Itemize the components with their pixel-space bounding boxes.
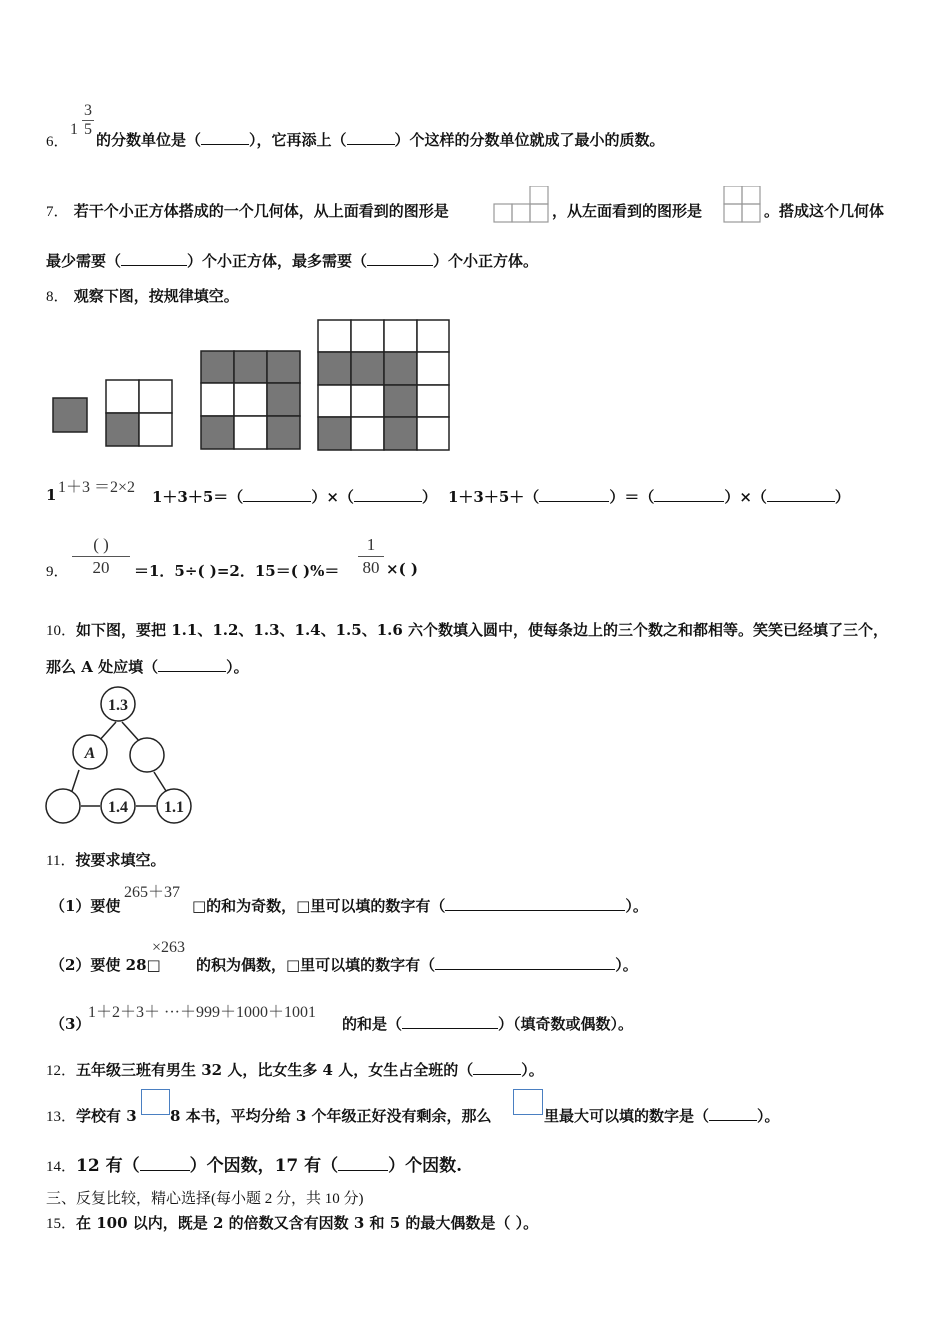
q11-p1-end: ）。 [625,897,648,915]
section-3-title [46,1187,364,1208]
q8-formula-1-sup-text: 1＋3 ＝2×2 [58,479,136,496]
q9-fraction-1-den: 20 [72,556,130,579]
q11-p1-lead: （1）要使 [50,897,121,915]
q9-text-2 [386,560,418,578]
q14-text-3: ）个因数. [388,1156,463,1176]
q11-p2-rest [196,954,638,975]
q7-text-4: 最少需要（ [46,252,122,270]
q10-triangle-diagram [44,686,196,828]
q9-fraction-1 [72,534,130,579]
q10-circle-bottom-left[interactable] [46,789,80,823]
q7-text-5: ）个小正方体，最多需要（ [187,252,368,270]
q15-text-1: 在 100 以内，既是 2 的倍数又含有因数 3 和 5 的最大偶数是（ ）。 [76,1214,539,1232]
q11-part-1 [50,895,120,916]
q8-number: 8． [46,289,69,305]
q11-blank-1[interactable] [445,896,625,911]
q10-number: 10． [46,623,77,639]
q14-text-2: ）个因数，17 有（ [189,1156,339,1176]
q7-text-2 [552,200,702,221]
question-7 [46,200,449,221]
q10-label-bottom-right: 1.1 [164,799,184,816]
question-8 [46,285,239,306]
q8-blank-5[interactable] [767,487,835,502]
question-12 [46,1059,544,1080]
q6-fraction-den: 5 [84,121,92,138]
q10-label-a: A [84,745,96,762]
q7-number: 7． [46,204,69,220]
q14-text-1: 12 有（ [76,1156,140,1176]
q8-formula-1-lead [46,486,56,504]
q11-p2-lead: （2）要使 28□ [50,956,161,974]
q8-formula-3-c: ）×（ [724,488,767,506]
q9-fraction-2-num: 1 [366,535,376,554]
q10-text-1: 如下图，要把 1.1、1.2、1.3、1.4、1.5、1.6 六个数填入圆中，使每条边上的三个数之和都相等。笑笑已经填了三个， [76,621,889,639]
q11-p2-math-text: ×263 [152,939,186,956]
q9-fraction-2-body [358,534,384,579]
question-9 [46,560,69,581]
q9-fraction-2 [358,534,384,579]
q8-formula-3-b: ）＝（ [609,488,655,506]
q10-label-bottom-mid: 1.4 [108,799,128,816]
q15-number: 15． [46,1216,77,1232]
q11-p2-math [152,939,185,957]
q13-text-2: 8 本书，平均分给 3 个年级正好没有剩余，那么 [170,1107,492,1125]
q11-p3-rest [342,1013,633,1034]
q8-formula-1-lead-text: 1 [46,486,57,504]
q13-text-2-wrap [170,1105,492,1126]
q8-blank-3[interactable] [539,487,609,502]
q6-mixed-number [70,102,94,139]
q14-blank-2[interactable] [338,1156,388,1171]
q8-pattern-figures [50,318,452,454]
q12-blank[interactable] [473,1060,521,1075]
q9-text-1 [134,560,339,581]
q13-box-2[interactable] [513,1089,543,1115]
q11-blank-3[interactable] [402,1014,498,1029]
q8-blank-4[interactable] [654,487,724,502]
q13-box-1[interactable] [141,1089,170,1115]
q6-blank-2[interactable] [347,130,395,145]
q8-blank-2[interactable] [354,487,422,502]
question-14 [46,1151,462,1176]
q11-p2-tail: 的积为偶数，□里可以填的数字有（ [196,956,436,974]
q8-formula-3-a: 1＋3＋5＋（ [448,488,540,506]
q6-text-1: 的分数单位是（ [96,131,202,149]
q12-text-1: 五年级三班有男生 32 人，比女生多 4 人，女生占全班的（ [76,1061,474,1079]
q8-formula-1-sup [58,474,135,497]
question-11 [46,849,165,870]
q12-number: 12． [46,1063,77,1079]
q7-text-6: ）个小正方体。 [433,252,539,270]
q7-text-3 [764,200,884,221]
q11-part-2 [50,954,161,975]
q8-formula-2-c: ） [421,488,437,506]
q10-circle-right[interactable] [130,738,164,772]
q6-text-2: ），它再添上（ [249,131,347,149]
q7-left-view-figure [722,186,762,224]
q9-fraction-2-den: 80 [358,556,384,579]
q6-fraction-num: 3 [84,102,92,119]
q11-p2-end: ）。 [615,956,638,974]
q11-p1-math-text: 265＋37 [124,884,181,901]
q6-mixed-whole: 1 [70,121,78,139]
q10-text-3: ）。 [226,658,249,676]
question-6 [46,104,69,150]
q6-fraction [82,102,94,139]
q13-text-1: 学校有 3 [76,1107,137,1125]
q11-number: 11． [46,853,76,869]
q13-text-3-wrap [544,1105,780,1126]
q9-text-1-label: ＝1．5÷( )=2．15＝( )%＝ [134,562,340,580]
q11-p3-tail: 的和是（ [342,1015,403,1033]
q8-formula-3 [448,486,850,507]
q13-text-4: ）。 [757,1107,780,1125]
q8-formula-2 [152,486,437,507]
q7-text-3-label: 。搭成这个几何体 [764,202,885,220]
q8-formula-2-a: 1＋3＋5＝（ [152,488,244,506]
question-10 [46,619,888,640]
q13-number: 13． [46,1109,77,1125]
q7-text-2-label: ，从左面看到的图形是 [552,202,703,220]
q9-fraction-1-num: ( ) [93,535,109,554]
q8-formula-2-b: ）×（ [311,488,354,506]
q11-blank-2[interactable] [435,955,615,970]
q11-p3-math [88,999,316,1022]
q11-p3-lead: （3） [50,1015,91,1033]
q6-blank-1[interactable] [201,130,249,145]
q6-text [96,129,665,150]
q8-formula-3-d: ） [834,488,850,506]
q7-blank-min[interactable] [121,251,187,266]
q9-number: 9． [46,564,69,580]
q13-blank[interactable] [709,1106,757,1121]
q14-number: 14． [46,1159,77,1175]
q10-blank[interactable] [158,657,226,672]
q12-text-2: ）。 [521,1061,544,1079]
q10-text-2: 那么 A 处应填（ [46,658,159,676]
q11-p1-math [124,879,180,902]
section-3-title-text: 三、反复比较，精心选择(每小题 2 分，共 10 分) [46,1191,364,1207]
q6-number: 6． [46,134,69,150]
q6-text-3: ）个这样的分数单位就成了最小的质数。 [394,131,665,149]
q11-p3-end: ）（填奇数或偶数）。 [498,1015,634,1033]
question-15 [46,1212,538,1233]
q9-text-2-label: ×( ) [386,560,418,578]
q14-blank-1[interactable] [140,1156,190,1171]
q7-text-1: 若干个小正方体搭成的一个几何体，从上面看到的图形是 [73,202,449,220]
q10-line-2 [46,656,249,677]
q7-blank-max[interactable] [367,251,433,266]
q11-title: 按要求填空。 [75,851,166,869]
q11-p1-tail: □的和为奇数，□里可以填的数字有（ [192,897,446,915]
q8-blank-1[interactable] [243,487,311,502]
q10-label-top: 1.3 [108,697,128,714]
q7-top-view-figure [492,186,550,224]
q11-part-3 [50,1013,90,1034]
q13-text-3: 里最大可以填的数字是（ [544,1107,710,1125]
q8-title: 观察下图，按规律填空。 [73,287,239,305]
q7-line-2 [46,250,538,271]
q9-fraction-1-body [72,534,130,579]
question-13 [46,1105,137,1126]
q11-p3-math-text: 1＋2＋3＋ ···＋999＋1000＋1001 [88,1004,316,1021]
q11-p1-rest [192,895,648,916]
